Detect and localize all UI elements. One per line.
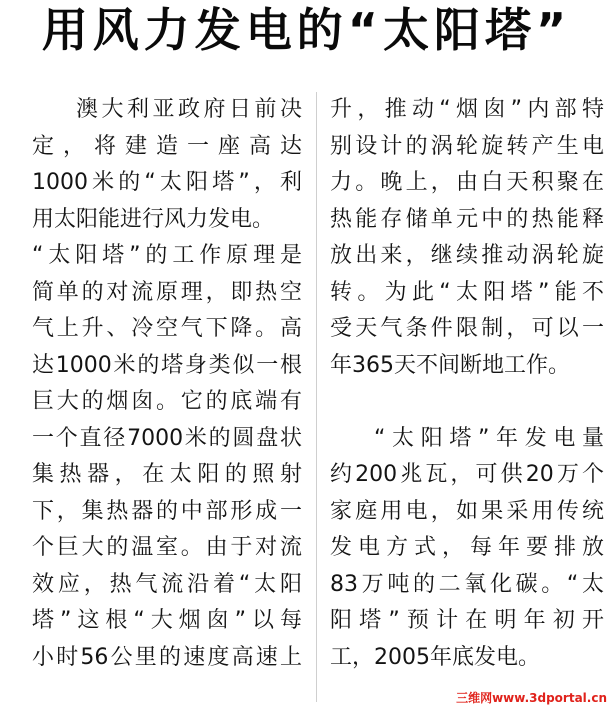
text-line: 别设计的涡轮旋转产生电 bbox=[330, 133, 604, 159]
text-line: 巨大的烟囱。它的底端有 bbox=[32, 389, 302, 414]
text-line: 受天气条件限制，可以一 bbox=[330, 316, 604, 341]
text-line: 1000米的“太阳塔”，利 bbox=[32, 170, 302, 195]
text-line: 小时56公里的速度高速上 bbox=[32, 644, 302, 670]
text-line: 工，2005年底发电。 bbox=[330, 644, 540, 670]
text-line: 集热器，在太阳的照射 bbox=[32, 462, 302, 487]
paragraph-gap bbox=[330, 384, 604, 421]
text-line: 热能存储单元中的热能释 bbox=[330, 206, 604, 232]
text-line: 年365天不间断地工作。 bbox=[330, 352, 570, 378]
text-line: 阳塔”预计在明年初开 bbox=[330, 608, 604, 633]
text-line: 效应，热气流沿着“太阳 bbox=[32, 571, 302, 597]
right-text-column bbox=[330, 92, 604, 676]
article-title: 用风力发电的“太阳塔” bbox=[41, 3, 572, 57]
text-line: 简单的对流原理，即热空 bbox=[32, 279, 302, 305]
text-line: 下，集热器的中部形成一 bbox=[32, 498, 302, 524]
site-watermark: 三维网www.3dportal.cn bbox=[456, 691, 607, 705]
text-line: 气上升、冷空气下降。高 bbox=[32, 316, 302, 341]
text-line: “太阳塔”年发电量 bbox=[374, 425, 604, 451]
column-divider bbox=[316, 92, 317, 702]
text-line: 用太阳能进行风力发电。 bbox=[32, 206, 275, 232]
text-line: 一个直径7000米的圆盘状 bbox=[32, 425, 302, 451]
text-line: 定，将建造一座高达 bbox=[32, 133, 302, 159]
text-line: 83万吨的二氧化碳。“太 bbox=[330, 571, 604, 597]
text-line: 转。为此“太阳塔”能不 bbox=[330, 279, 604, 305]
text-line: 力。晚上，由白天积聚在 bbox=[330, 170, 604, 195]
text-line: 个巨大的温室。由于对流 bbox=[32, 535, 302, 560]
text-line: 放出来，继续推动涡轮旋 bbox=[330, 243, 604, 268]
text-line: 约200兆瓦，可供20万个 bbox=[330, 462, 604, 487]
text-line: 家庭用电，如果采用传统 bbox=[330, 498, 604, 524]
left-text-column bbox=[32, 92, 302, 676]
text-line: 升，推动“烟囱”内部特 bbox=[330, 97, 604, 122]
text-line: “太阳塔”的工作原理是 bbox=[32, 243, 302, 268]
text-line: 塔”这根“大烟囱”以每 bbox=[32, 608, 302, 633]
text-line: 发电方式，每年要排放 bbox=[330, 535, 604, 560]
text-line: 达1000米的塔身类似一根 bbox=[32, 352, 302, 378]
text-line: 澳大利亚政府日前决 bbox=[76, 97, 302, 122]
